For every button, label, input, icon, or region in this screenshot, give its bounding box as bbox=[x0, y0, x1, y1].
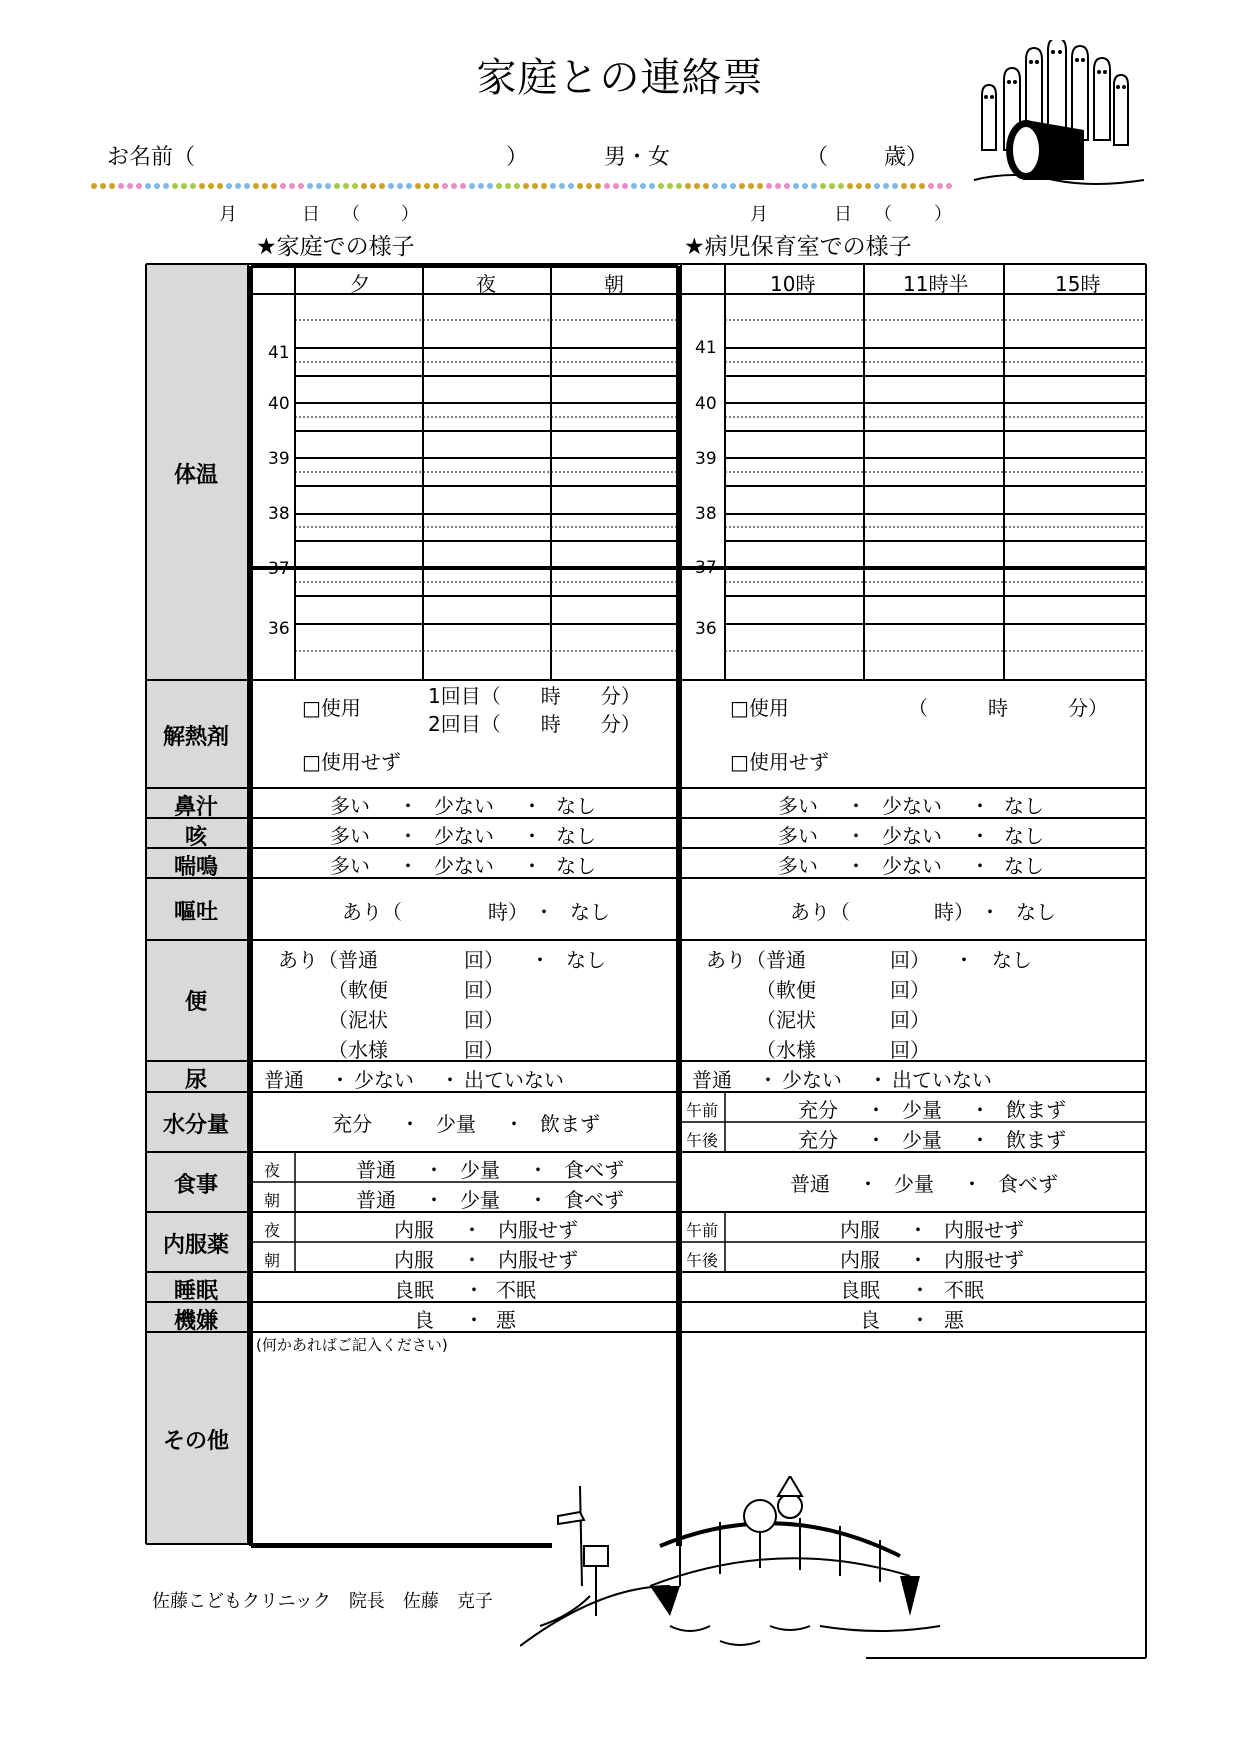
clinic-mood-dot: ・ bbox=[910, 1308, 930, 1332]
clinic-stool-yes[interactable]: あり bbox=[706, 948, 746, 972]
clinic-meal-none[interactable]: 食べず bbox=[998, 1172, 1058, 1196]
label-stool: 便 bbox=[184, 990, 207, 1015]
col-home-night: 夜 bbox=[476, 272, 496, 296]
label-sleep: 睡眠 bbox=[173, 1279, 218, 1304]
clinic-stool-no[interactable]: なし bbox=[992, 948, 1032, 972]
clinic-sleep-bad[interactable]: 不眠 bbox=[944, 1278, 984, 1302]
col-home-evening: 夕 bbox=[350, 272, 370, 296]
home-vomit-no[interactable]: なし bbox=[570, 900, 610, 924]
clinic-med-am-taken[interactable]: 内服 bbox=[840, 1218, 880, 1242]
home-urine-few[interactable]: 少ない bbox=[354, 1068, 414, 1092]
clinic-fluid-am: 午前 bbox=[686, 1101, 719, 1120]
home-meal-morning-none[interactable]: 食べず bbox=[564, 1188, 624, 1212]
home-nasal-few[interactable]: 少ない bbox=[434, 794, 494, 818]
home-nasal-dot-1: ・ bbox=[398, 794, 418, 818]
clinic-urine-none[interactable]: 出ていない bbox=[892, 1068, 992, 1092]
clinic-med-pm: 午後 bbox=[686, 1251, 719, 1270]
clinic-stool-water: （水様 bbox=[756, 1038, 816, 1062]
clinic-antipyretic-time: （ 時 分） bbox=[908, 696, 1108, 720]
home-nasal-many[interactable]: 多い bbox=[330, 794, 370, 818]
clinic-fluid-pm-little[interactable]: 少量 bbox=[902, 1128, 942, 1152]
clinic-sleep-good[interactable]: 良眠 bbox=[840, 1278, 880, 1302]
clinic-med-am-dot: ・ bbox=[908, 1218, 928, 1242]
home-urine-normal[interactable]: 普通 bbox=[264, 1068, 304, 1092]
clinic-fluid-pm: 午後 bbox=[686, 1131, 719, 1150]
home-meal-morning-dot-2: ・ bbox=[528, 1188, 548, 1212]
clinic-vomit-dot: ・ bbox=[980, 900, 1000, 924]
axis-37-home: 37 bbox=[268, 559, 290, 579]
axis-38-clinic: 38 bbox=[695, 504, 717, 524]
hattifatteners-top-hat-illustration bbox=[964, 40, 1154, 190]
clinic-wheeze-few[interactable]: 少ない bbox=[882, 854, 942, 878]
home-sleep-good[interactable]: 良眠 bbox=[394, 1278, 434, 1302]
col-home-morning: 朝 bbox=[604, 272, 624, 296]
home-antipyretic-second: 2回目（ 時 分） bbox=[428, 712, 641, 736]
home-stool-times-4: 回） bbox=[464, 1038, 504, 1062]
home-antipyretic-first: 1回目（ 時 分） bbox=[428, 684, 641, 708]
home-stool-times-1: 回） bbox=[464, 948, 504, 972]
home-mood-bad[interactable]: 悪 bbox=[496, 1308, 516, 1332]
clinic-nasal-few[interactable]: 少ない bbox=[882, 794, 942, 818]
clinic-cough-many[interactable]: 多い bbox=[778, 824, 818, 848]
home-stool-no[interactable]: なし bbox=[566, 948, 606, 972]
axis-40-clinic: 40 bbox=[695, 394, 717, 414]
label-meal: 食事 bbox=[173, 1173, 218, 1198]
home-dow-open: （ bbox=[342, 204, 360, 225]
label-nasal: 鼻汁 bbox=[173, 795, 218, 820]
clinic-urine-dot-2: ・ bbox=[868, 1068, 888, 1092]
home-med-night-dot: ・ bbox=[462, 1218, 482, 1242]
home-med-morning-not-taken[interactable]: 内服せず bbox=[498, 1248, 578, 1272]
home-sleep-bad[interactable]: 不眠 bbox=[496, 1278, 536, 1302]
home-fluid-dot-1: ・ bbox=[400, 1112, 420, 1136]
home-med-morning-dot: ・ bbox=[462, 1248, 482, 1272]
home-meal-night-dot-1: ・ bbox=[424, 1158, 444, 1182]
home-meal-night-none[interactable]: 食べず bbox=[564, 1158, 624, 1182]
home-cough-many[interactable]: 多い bbox=[330, 824, 370, 848]
home-fluid-dot-2: ・ bbox=[504, 1112, 524, 1136]
clinic-cough-dot-2: ・ bbox=[970, 824, 990, 848]
home-urine-none[interactable]: 出ていない bbox=[464, 1068, 564, 1092]
clinic-med-pm-taken[interactable]: 内服 bbox=[840, 1248, 880, 1272]
home-wheeze-none[interactable]: なし bbox=[556, 854, 596, 878]
home-wheeze-dot-1: ・ bbox=[398, 854, 418, 878]
axis-41-clinic: 41 bbox=[695, 338, 717, 358]
home-wheeze-few[interactable]: 少ない bbox=[434, 854, 494, 878]
clinic-stool-dot: ・ bbox=[954, 948, 974, 972]
clinic-stool-mud: （泥状 bbox=[756, 1008, 816, 1032]
home-med-night-not-taken[interactable]: 内服せず bbox=[498, 1218, 578, 1242]
home-med-night-taken[interactable]: 内服 bbox=[394, 1218, 434, 1242]
clinic-nasal-many[interactable]: 多い bbox=[778, 794, 818, 818]
clinic-cough-few[interactable]: 少ない bbox=[882, 824, 942, 848]
clinic-antipyretic-used[interactable]: □使用 bbox=[730, 696, 789, 720]
name-close: ） bbox=[506, 145, 529, 170]
clinic-fluid-am-dot-1: ・ bbox=[866, 1098, 886, 1122]
clinic-nasal-dot-2: ・ bbox=[970, 794, 990, 818]
clinic-fluid-am-dot-2: ・ bbox=[970, 1098, 990, 1122]
clinic-meal-normal[interactable]: 普通 bbox=[790, 1172, 830, 1196]
label-temp: 体温 bbox=[173, 463, 218, 488]
label-medicine: 内服薬 bbox=[162, 1233, 229, 1258]
home-meal-morning-normal[interactable]: 普通 bbox=[356, 1188, 396, 1212]
name-label: お名前（ bbox=[107, 145, 196, 170]
home-nasal-dot-2: ・ bbox=[522, 794, 542, 818]
home-vomit-hour: 時） bbox=[488, 900, 528, 924]
clinic-stool-times-1: 回） bbox=[890, 948, 930, 972]
moomin-snufkin-bridge-illustration bbox=[520, 1476, 960, 1666]
clinic-meal-little[interactable]: 少量 bbox=[894, 1172, 934, 1196]
home-mood-good[interactable]: 良 bbox=[414, 1308, 434, 1332]
label-vomit: 嘔吐 bbox=[173, 900, 218, 925]
other-note: (何かあればご記入ください) bbox=[256, 1336, 448, 1354]
home-stool-soft: （軟便 bbox=[328, 978, 388, 1002]
home-month: 月 bbox=[219, 204, 237, 225]
clinic-urine-normal[interactable]: 普通 bbox=[692, 1068, 732, 1092]
home-meal-morning: 朝 bbox=[264, 1191, 281, 1210]
clinic-urine-few[interactable]: 少ない bbox=[782, 1068, 842, 1092]
clinic-section-title: ★病児保育室での様子 bbox=[684, 234, 912, 260]
home-cough-none[interactable]: なし bbox=[556, 824, 596, 848]
home-antipyretic-used[interactable]: □使用 bbox=[302, 696, 361, 720]
home-stool-times-3: 回） bbox=[464, 1008, 504, 1032]
home-cough-few[interactable]: 少ない bbox=[434, 824, 494, 848]
home-meal-night-little[interactable]: 少量 bbox=[460, 1158, 500, 1182]
clinic-med-am-not-taken[interactable]: 内服せず bbox=[944, 1218, 1024, 1242]
clinic-meal-dot-1: ・ bbox=[858, 1172, 878, 1196]
col-clinic-15: 15時 bbox=[1055, 272, 1101, 296]
clinic-cough-none[interactable]: なし bbox=[1004, 824, 1044, 848]
clinic-dow-close: ） bbox=[934, 204, 952, 225]
age-open: （ bbox=[806, 145, 829, 170]
home-fluid-none[interactable]: 飲まず bbox=[540, 1112, 600, 1136]
axis-40-home: 40 bbox=[268, 394, 290, 414]
clinic-stool-soft: （軟便 bbox=[756, 978, 816, 1002]
home-urine-dot-1: ・ bbox=[330, 1068, 350, 1092]
sex-field: 男・女 bbox=[604, 145, 671, 170]
clinic-wheeze-none[interactable]: なし bbox=[1004, 854, 1044, 878]
axis-36-home: 36 bbox=[268, 619, 290, 639]
age-unit: 歳） bbox=[884, 145, 929, 170]
clinic-vomit-hour: 時） bbox=[934, 900, 974, 924]
home-stool-water: （水様 bbox=[328, 1038, 388, 1062]
clinic-dow-open: （ bbox=[874, 204, 892, 225]
axis-37-clinic: 37 bbox=[695, 558, 717, 578]
home-fluid-enough[interactable]: 充分 bbox=[332, 1112, 372, 1136]
axis-39-clinic: 39 bbox=[695, 449, 717, 469]
clinic-fluid-am-enough[interactable]: 充分 bbox=[798, 1098, 838, 1122]
home-stool-times-2: 回） bbox=[464, 978, 504, 1002]
home-meal-night: 夜 bbox=[264, 1161, 281, 1180]
clinic-cough-dot-1: ・ bbox=[846, 824, 866, 848]
label-mood: 機嫌 bbox=[173, 1309, 218, 1334]
home-meal-morning-little[interactable]: 少量 bbox=[460, 1188, 500, 1212]
clinic-stool-times-4: 回） bbox=[890, 1038, 930, 1062]
home-wheeze-many[interactable]: 多い bbox=[330, 854, 370, 878]
home-dow-close: ） bbox=[401, 204, 419, 225]
clinic-med-pm-not-taken[interactable]: 内服せず bbox=[944, 1248, 1024, 1272]
home-antipyretic-not-used[interactable]: □使用せず bbox=[302, 750, 401, 774]
clinic-fluid-pm-dot-1: ・ bbox=[866, 1128, 886, 1152]
clinic-fluid-pm-none[interactable]: 飲まず bbox=[1006, 1128, 1066, 1152]
home-cough-dot-2: ・ bbox=[522, 824, 542, 848]
col-clinic-1130: 11時半 bbox=[903, 272, 969, 296]
home-cough-dot-1: ・ bbox=[398, 824, 418, 848]
axis-41-home: 41 bbox=[268, 343, 290, 363]
label-antipyretic: 解熱剤 bbox=[162, 725, 229, 750]
home-med-night: 夜 bbox=[264, 1221, 281, 1240]
clinic-fluid-am-none[interactable]: 飲まず bbox=[1006, 1098, 1066, 1122]
home-meal-night-dot-2: ・ bbox=[528, 1158, 548, 1182]
home-section-title: ★家庭での様子 bbox=[256, 234, 415, 260]
clinic-nasal-none[interactable]: なし bbox=[1004, 794, 1044, 818]
home-nasal-none[interactable]: なし bbox=[556, 794, 596, 818]
clinic-vomit-no[interactable]: なし bbox=[1016, 900, 1056, 924]
clinic-month: 月 bbox=[750, 204, 768, 225]
label-fluid: 水分量 bbox=[162, 1113, 229, 1138]
home-meal-night-normal[interactable]: 普通 bbox=[356, 1158, 396, 1182]
home-med-morning: 朝 bbox=[264, 1251, 281, 1270]
home-urine-dot-2: ・ bbox=[440, 1068, 460, 1092]
axis-36-clinic: 36 bbox=[695, 619, 717, 639]
clinic-antipyretic-not-used[interactable]: □使用せず bbox=[730, 750, 829, 774]
home-day: 日 bbox=[302, 204, 320, 225]
clinic-mood-bad[interactable]: 悪 bbox=[944, 1308, 964, 1332]
clinic-urine-dot-1: ・ bbox=[758, 1068, 778, 1092]
label-cough: 咳 bbox=[184, 825, 207, 850]
axis-39-home: 39 bbox=[268, 449, 290, 469]
home-meal-morning-dot-1: ・ bbox=[424, 1188, 444, 1212]
clinic-sleep-dot: ・ bbox=[910, 1278, 930, 1302]
home-vomit-yes[interactable]: あり（ bbox=[342, 900, 402, 924]
clinic-meal-dot-2: ・ bbox=[962, 1172, 982, 1196]
clinic-wheeze-dot-1: ・ bbox=[846, 854, 866, 878]
clinic-wheeze-many[interactable]: 多い bbox=[778, 854, 818, 878]
home-wheeze-dot-2: ・ bbox=[522, 854, 542, 878]
home-stool-yes[interactable]: あり bbox=[278, 948, 318, 972]
home-vomit-dot: ・ bbox=[534, 900, 554, 924]
clinic-med-pm-dot: ・ bbox=[908, 1248, 928, 1272]
home-mood-dot: ・ bbox=[464, 1308, 484, 1332]
home-sleep-dot: ・ bbox=[464, 1278, 484, 1302]
clinic-stool-normal: （普通 bbox=[746, 948, 806, 972]
footer-clinic-name: 佐藤こどもクリニック 院長 佐藤 克子 bbox=[152, 1591, 493, 1612]
clinic-fluid-pm-enough[interactable]: 充分 bbox=[798, 1128, 838, 1152]
clinic-nasal-dot-1: ・ bbox=[846, 794, 866, 818]
clinic-fluid-pm-dot-2: ・ bbox=[970, 1128, 990, 1152]
clinic-wheeze-dot-2: ・ bbox=[970, 854, 990, 878]
home-stool-dot: ・ bbox=[530, 948, 550, 972]
clinic-mood-good[interactable]: 良 bbox=[860, 1308, 880, 1332]
label-urine: 尿 bbox=[184, 1068, 207, 1093]
clinic-stool-times-3: 回） bbox=[890, 1008, 930, 1032]
home-fluid-little[interactable]: 少量 bbox=[436, 1112, 476, 1136]
col-clinic-10: 10時 bbox=[770, 272, 816, 296]
home-med-morning-taken[interactable]: 内服 bbox=[394, 1248, 434, 1272]
clinic-day: 日 bbox=[834, 204, 852, 225]
axis-38-home: 38 bbox=[268, 504, 290, 524]
home-stool-mud: （泥状 bbox=[328, 1008, 388, 1032]
page-title: 家庭との連絡票 bbox=[476, 55, 764, 101]
home-stool-normal: （普通 bbox=[318, 948, 378, 972]
clinic-stool-times-2: 回） bbox=[890, 978, 930, 1002]
clinic-fluid-am-little[interactable]: 少量 bbox=[902, 1098, 942, 1122]
label-wheeze: 喘鳴 bbox=[173, 855, 218, 880]
label-other: その他 bbox=[162, 1429, 229, 1454]
clinic-vomit-yes[interactable]: あり（ bbox=[790, 900, 850, 924]
clinic-med-am: 午前 bbox=[686, 1221, 719, 1240]
